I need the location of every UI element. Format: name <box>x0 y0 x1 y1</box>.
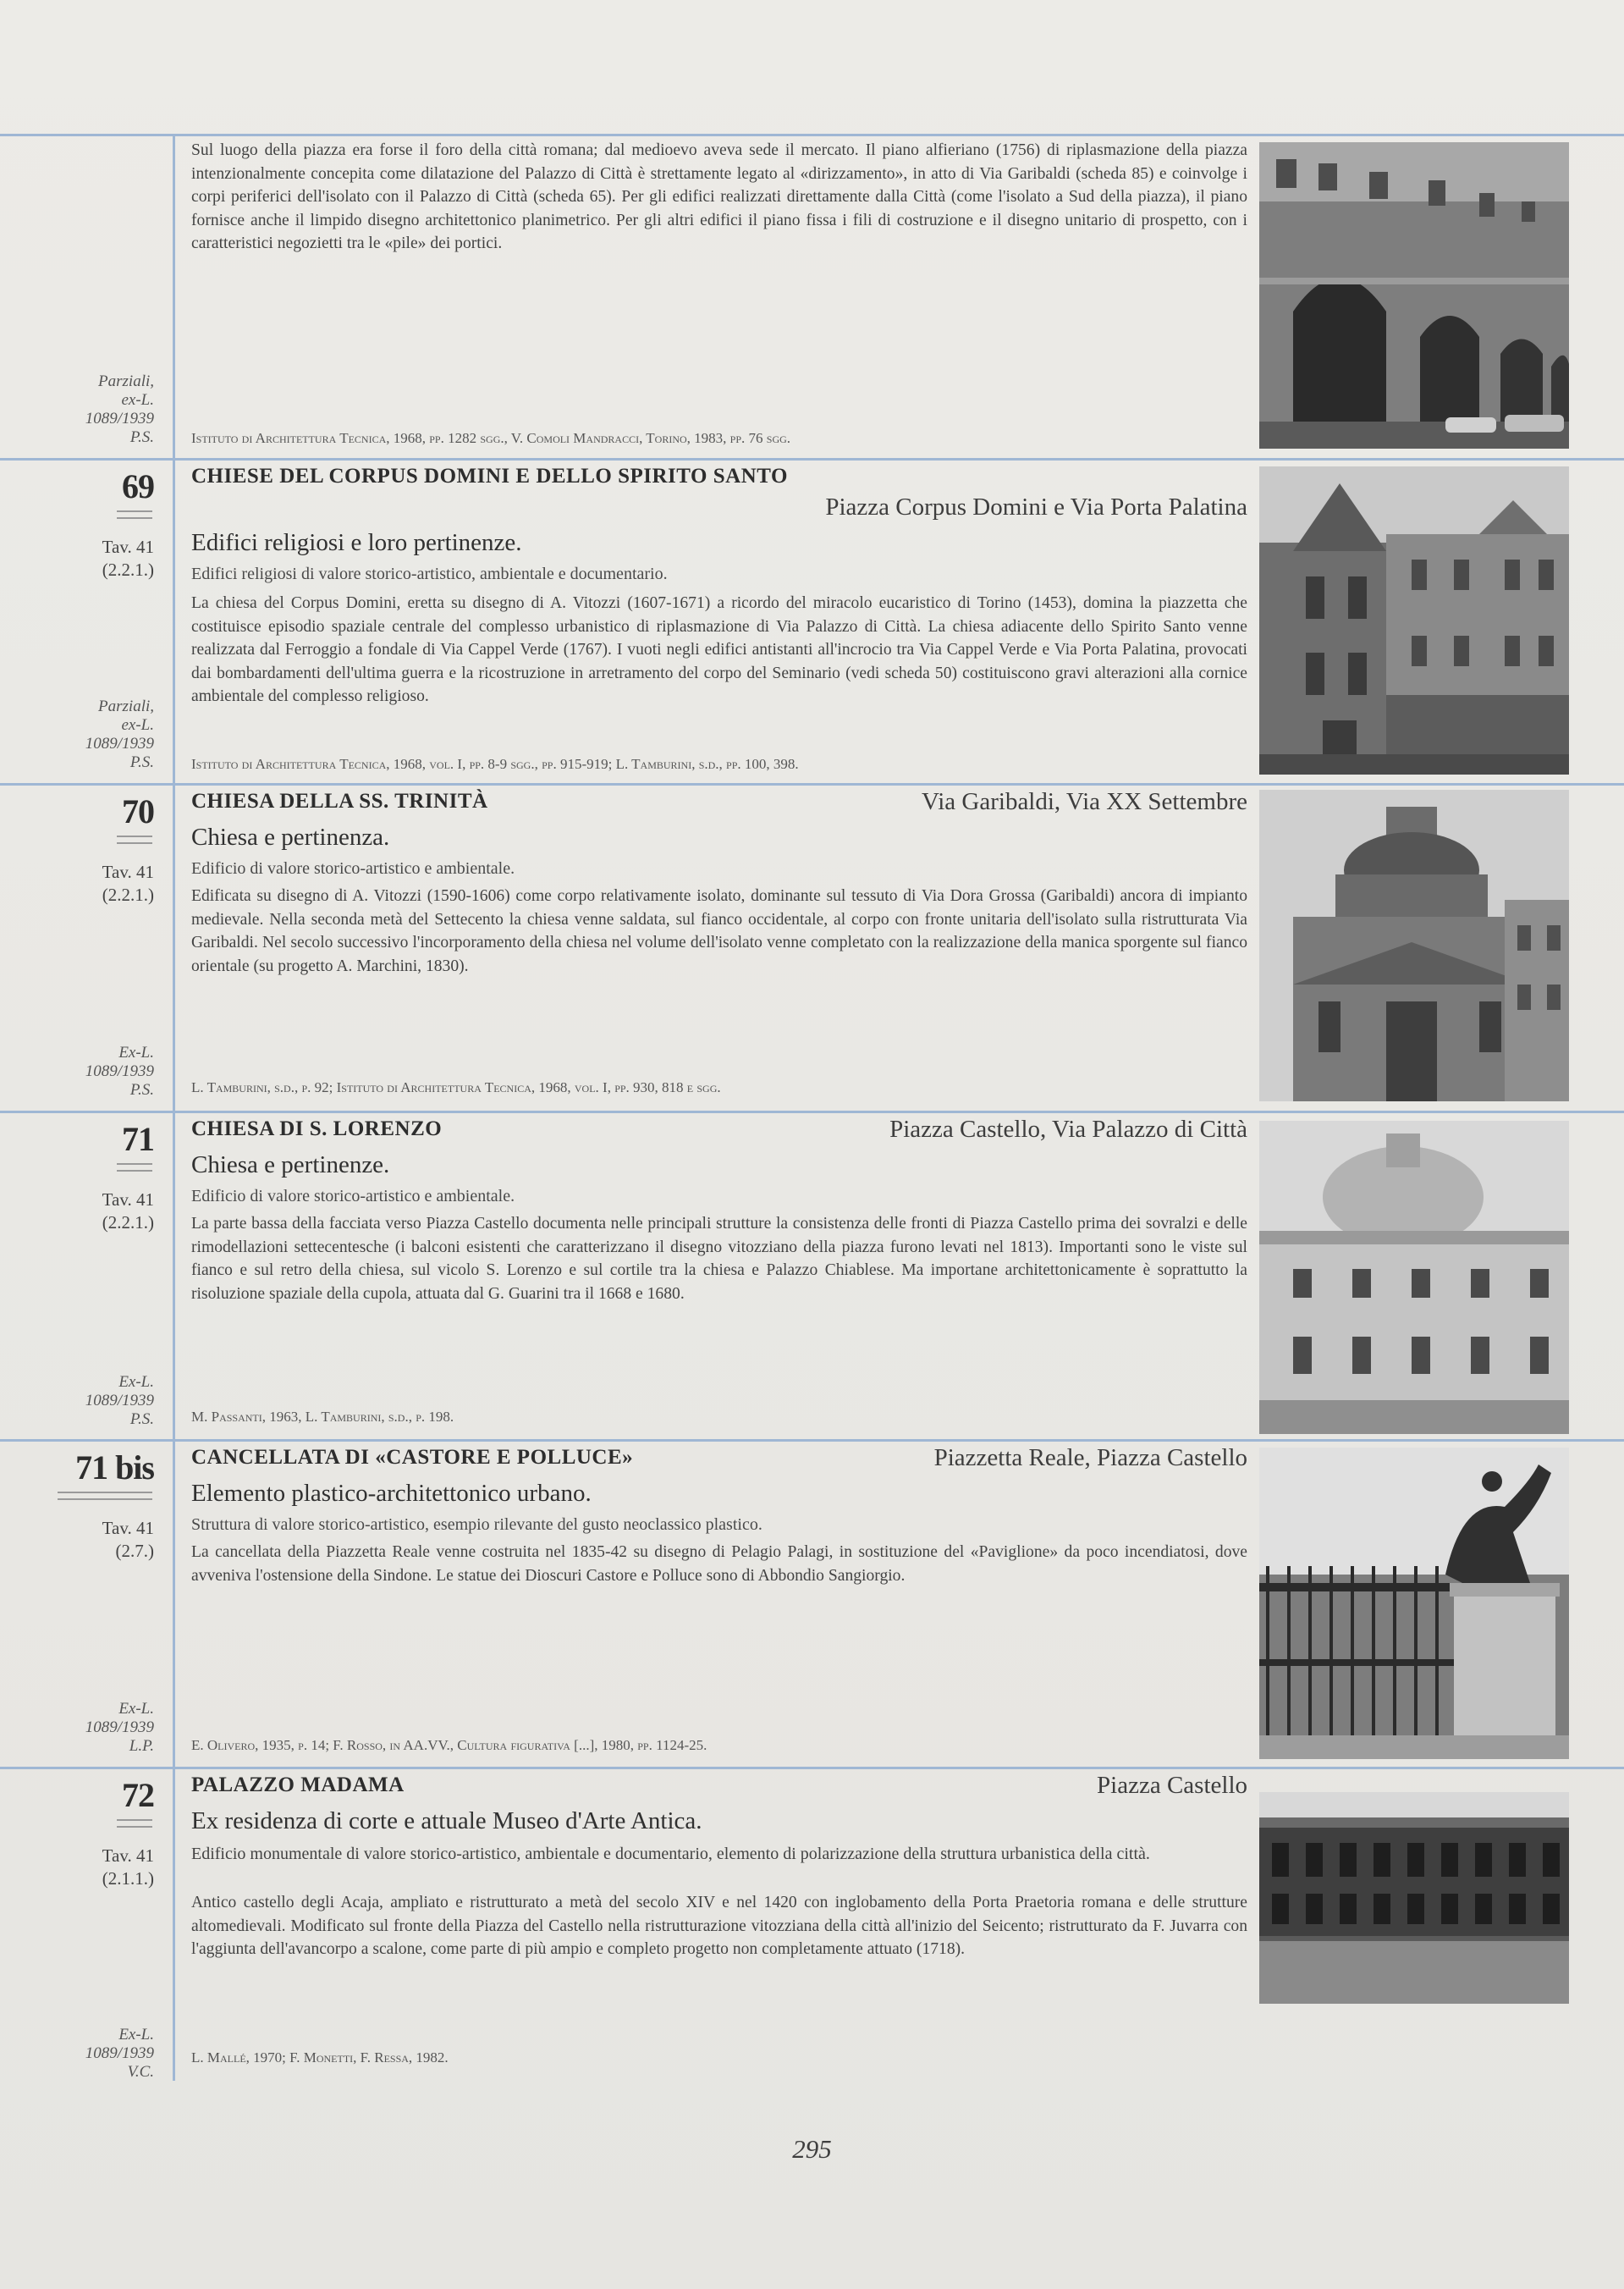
entry-71-bis <box>0 1439 1624 1767</box>
catalog-frame <box>0 134 1624 2081</box>
entry-subtitle: Edifici religiosi e loro pertinenze. <box>191 529 522 556</box>
dome-church-image <box>1259 790 1569 1101</box>
san-lorenzo-photo <box>1259 1121 1569 1434</box>
protection-status: Ex-L. 1089/1939 V.C. <box>85 2026 154 2081</box>
entry-69 <box>0 458 1624 783</box>
plate-reference: Tav. 41 (2.2.1.) <box>102 862 154 905</box>
entry-subtitle: Chiesa e pertinenze. <box>191 1151 390 1178</box>
entry-title: CANCELLATA DI «CASTORE E POLLUCE» <box>191 1446 634 1469</box>
entry-number: 70 <box>122 792 154 830</box>
number-rule <box>58 1492 152 1500</box>
plate-reference: Tav. 41 (2.2.1.) <box>102 1189 154 1233</box>
entry-number: 71 <box>122 1120 154 1158</box>
plate-reference: Tav. 41 (2.1.1.) <box>102 1845 154 1889</box>
entry-content <box>191 1767 1247 2081</box>
entry-subtitle: Chiesa e pertinenza. <box>191 824 390 851</box>
entry-content <box>191 1439 1247 1767</box>
entry-70 <box>0 783 1624 1111</box>
entry-content <box>191 783 1247 1111</box>
entry-title: PALAZZO MADAMA <box>191 1773 405 1796</box>
entry-margin <box>0 1439 161 1767</box>
intro-description: Sul luogo della piazza era forse il foro della città romana; dal medioevo aveva sede il mercato. Il piano alfieriano (1756) di riplasmazione della piazza intenzionalmente concepita come dilatazione del Palazzo di Città è strettamente legato al «dirizzamento», in atto di Via Garibaldi (scheda 85) e coinvolge i corpi periferici dell'isolato con il Palazzo di Città (scheda 65). Per gli edifici realizzati direttamente dalla Città (come l'isolato a Sud della piazza), il piano fornisce anche il limpido disegno architettonico planimetrico. Per gli altri edifici il piano fissa i fili di costruzione e il disegno unitario di prospetto, con i caratteristici negozietti tra le «pile» dei portici. <box>191 141 1247 252</box>
protection-status: Parziali, ex-L. 1089/1939 P.S. <box>85 698 154 771</box>
entry-heading <box>191 1446 1247 1480</box>
intro-status: Parziali, ex-L. 1089/1939 P.S. <box>85 372 154 446</box>
entry-bibliography: M. Passanti, 1963, L. Tamburini, s.d., p. 198. <box>191 1409 454 1425</box>
palazzo-facade-image <box>1259 1792 1569 2004</box>
entry-bibliography: L. Tamburini, s.d., p. 92; Istituto di Architettura Tecnica, 1968, vol. I, pp. 930, 818 e sgg. <box>191 1079 721 1095</box>
gate-statue-image <box>1259 1448 1569 1759</box>
entry-heading <box>191 790 1247 824</box>
portico-image <box>1259 142 1569 449</box>
entry-value: Edificio monumentale di valore storico-artistico, ambientale e documentario, elemento di polarizzazione della struttura urbanistica della città. <box>191 1845 1150 1863</box>
intro-content <box>191 134 1247 458</box>
entry-72 <box>0 1767 1624 2081</box>
entry-description: La parte bassa della facciata verso Piazza Castello documenta nelle principali strutture la consistenza delle fronti di Piazza Castello prima dei sovralzi e delle rimodellazioni settecentesche (i balconi esistenti che caratterizzano il disegno vitozziano della piazza furono levati nel 1813). Importanti sono le viste sul fianco e sul retro della chiesa, sul vicolo S. Lorenzo e sul cortile tra la chiesa e Palazzo Chiablese. Ma importane architettonicamente è soprattutto la risoluzione spaziale della cupola, attuata dal G. Guarini tra il 1668 e 1680. <box>191 1215 1247 1303</box>
entry-description: La cancellata della Piazzetta Reale venne costruita nel 1835-42 su disegno di Pelagio Palagi, in sostituzione del «Paviglione» da poco incendiatosi, dove avveniva l'ostensione della Sindone. Le statue dei Dioscuri Castore e Polluce sono di Abbondio Sangiorgio. <box>191 1543 1247 1585</box>
entry-number: 71 bis <box>75 1448 154 1486</box>
entry-value: Struttura di valore storico-artistico, esempio rilevante del gusto neoclassico plastico. <box>191 1515 762 1534</box>
palazzo-madama-photo <box>1259 1792 1569 2004</box>
plate-reference: Tav. 41 (2.2.1.) <box>102 537 154 580</box>
entry-title: CHIESA DI S. LORENZO <box>191 1117 443 1140</box>
entry-description: La chiesa del Corpus Domini, eretta su disegno di A. Vitozzi (1607-1671) a ricordo del miracolo eucaristico di Torino (1453), domina la piazzetta che costituisce episodio spaziale centrale del complesso urbanistico di riplasmazione di Via Palazzo di Città. La chiesa adiacente dello Spirito Santo venne realizzata dal Ferroggio a fondale di Via Cappel Verde (1767). I vuoti negli edifici antistanti all'incrocio tra Via Cappel Verde e Via Porta Palatina, provocati dai bombardamenti dell'ultima guerra e la ricostruzione in arretramento del corpo del Seminario (vedi scheda 50) costituiscono gravi alterazioni alla cornice ambientale del complesso religioso. <box>191 594 1247 705</box>
page-number: 295 <box>792 2134 832 2164</box>
entry-margin <box>0 783 161 1111</box>
intro-bibliography: Istituto di Architettura Tecnica, 1968, pp. 1282 sgg., V. Comoli Mandracci, Torino, 1983, pp. 76 sgg. <box>191 430 791 446</box>
entry-margin <box>0 1767 161 2081</box>
church-facade-image <box>1259 466 1569 775</box>
protection-status: Ex-L. 1089/1939 P.S. <box>85 1373 154 1428</box>
trinita-photo <box>1259 790 1569 1101</box>
entry-heading <box>191 1773 1247 1807</box>
intro-margin <box>0 134 161 458</box>
entry-heading <box>191 465 1247 521</box>
plate-reference: Tav. 41 (2.7.) <box>102 1518 154 1561</box>
number-rule <box>117 1163 152 1172</box>
entry-value: Edificio di valore storico-artistico e ambientale. <box>191 859 515 878</box>
entry-location: Piazza Castello, Via Palazzo di Città <box>889 1116 1247 1143</box>
number-rule <box>117 1819 152 1828</box>
entry-description: Antico castello degli Acaja, ampliato e ristrutturato a metà del secolo XIV e nel 1420 con inglobamento della Porta Praetoria romana e delle strutture altomedievali. Modificato sul fronte della Piazza del Castello nella ristrutturazione vitozziana della città all'inizio del Seicento; ristrutturato da F. Juvarra con l'aggiunta dell'avancorpo a scalone, come parte di più ampio e completo progetto non completamente attuato (1718). <box>191 1894 1247 1958</box>
entry-subtitle: Ex residenza di corte e attuale Museo d'Arte Antica. <box>191 1807 702 1834</box>
entry-number: 72 <box>122 1776 154 1814</box>
entry-number: 69 <box>122 467 154 505</box>
entry-bibliography: Istituto di Architettura Tecnica, 1968, vol. I, pp. 8-9 sgg., pp. 915-919; L. Tamburini, s.d., pp. 100, 398. <box>191 756 799 772</box>
entry-subtitle: Elemento plastico-architettonico urbano. <box>191 1480 592 1507</box>
entry-location: Piazzetta Reale, Piazza Castello <box>933 1444 1247 1471</box>
entry-margin <box>0 458 161 783</box>
entry-title: CHIESE DEL CORPUS DOMINI E DELLO SPIRITO SANTO <box>191 465 788 488</box>
number-rule <box>117 510 152 519</box>
entry-bibliography: L. Mallé, 1970; F. Monetti, F. Ressa, 1982. <box>191 2049 449 2066</box>
entry-heading <box>191 1117 1247 1151</box>
number-rule <box>117 836 152 844</box>
protection-status: Ex-L. 1089/1939 P.S. <box>85 1044 154 1099</box>
entry-bibliography: E. Olivero, 1935, p. 14; F. Rosso, in AA.VV., Cultura figurativa [...], 1980, pp. 1124-25. <box>191 1737 707 1753</box>
entry-value: Edificio di valore storico-artistico e ambientale. <box>191 1187 515 1205</box>
cancellata-photo <box>1259 1448 1569 1759</box>
entry-content <box>191 458 1247 783</box>
entry-title: CHIESA DELLA SS. TRINITÀ <box>191 790 488 813</box>
intro-entry <box>0 134 1624 458</box>
entry-location: Piazza Corpus Domini e Via Porta Palatina <box>825 494 1247 521</box>
entry-description: Edificata su disegno di A. Vitozzi (1590-1606) come corpo relativamente isolato, dominante sul tessuto di Via Dora Grossa (Garibaldi) ancora di impianto medievale. Nella seconda metà del Settecento la chiesa venne saldata, sul fianco occidentale, al corpo con fronte unitaria dell'isolato sulla ristrutturata Via Garibaldi. Nel secolo successivo l'incorporamento della chiesa nel volume dell'isolato venne completato con la realizzazione della manica sporgente sul fianco orientale (su progetto A. Marchini, 1830). <box>191 887 1247 975</box>
entry-71 <box>0 1111 1624 1439</box>
entry-location: Via Garibaldi, Via XX Settembre <box>922 788 1247 815</box>
corpus-domini-photo <box>1259 466 1569 775</box>
protection-status: Ex-L. 1089/1939 L.P. <box>85 1700 154 1755</box>
entry-content <box>191 1111 1247 1439</box>
entry-margin <box>0 1111 161 1439</box>
entry-location: Piazza Castello <box>1097 1772 1247 1799</box>
piazza-portico-photo <box>1259 142 1569 449</box>
entry-value: Edifici religiosi di valore storico-artistico, ambientale e documentario. <box>191 565 668 583</box>
san-lorenzo-image <box>1259 1121 1569 1434</box>
